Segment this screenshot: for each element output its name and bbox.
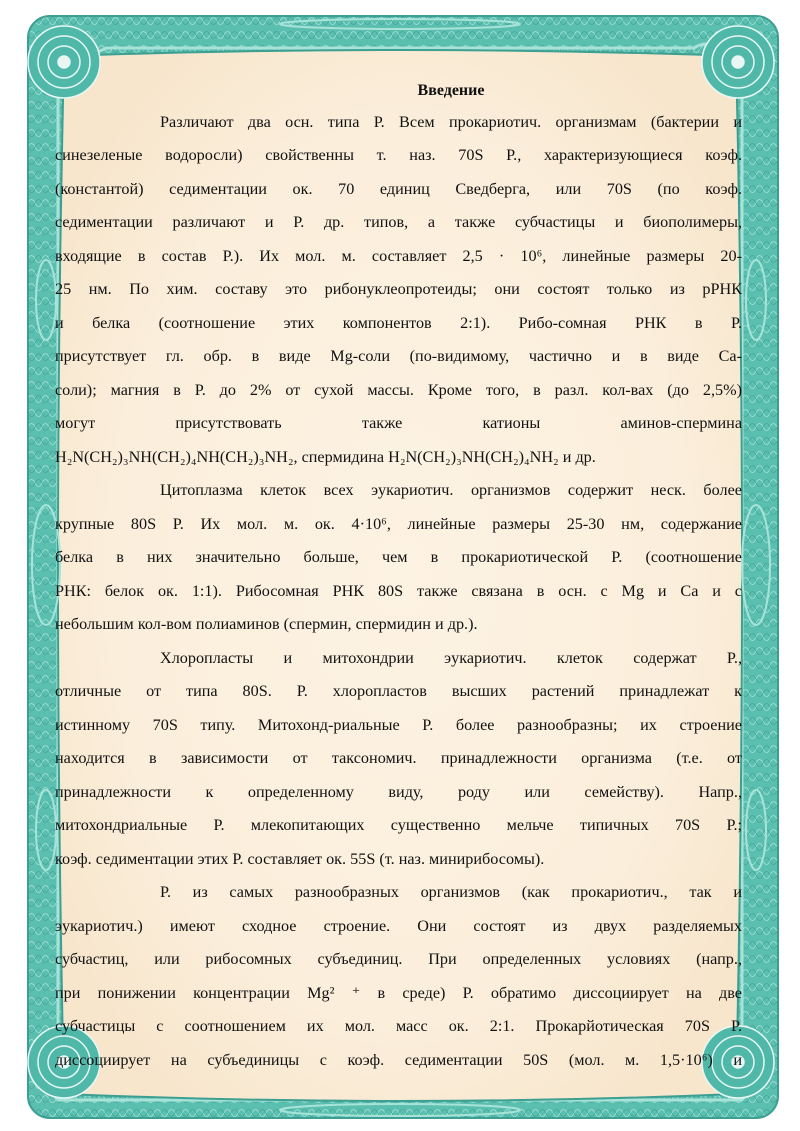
text-line: Хлоропласты и митохондрии эукариотич. клеток содержат Р., [160, 648, 742, 667]
text-line: седиментации различают и Р. др. типов, а также субчастицы и биополимеры, [55, 213, 742, 231]
text-line: субчастицы с соотношением их мол. масс ок. 2:1. Прокарйотическая 70S Р. [55, 1017, 742, 1035]
text-line: находится в зависимости от таксономич. принадлежности организма (т.е. от [55, 749, 742, 767]
corner-rosette-top-left [28, 26, 100, 98]
text-line: Р. из самых разнообразных организмов (как прокариотич., так и [160, 883, 742, 901]
text-line: диссоциирует на субъединицы с коэф. седиментации 50S (мол. м. 1,5·10⁶) и [55, 1050, 742, 1069]
paragraph-2 [55, 474, 742, 642]
text-line: РНК: белок ок. 1:1). Рибосомная РНК 80S также связана в осн. с Mg и Са и с [55, 581, 742, 600]
text-line: Цитоплазма клеток всех эукариотич. организмов содержит неск. более [160, 481, 742, 499]
text-line: митохондриальные Р. млекопитающих существенно мельче типичных 70S Р.; [55, 816, 742, 834]
document-body [55, 74, 742, 1077]
paragraph-1 [55, 106, 742, 475]
text-line: присутствует гл. обр. в виде Mg-соли (по-видимому, частично и в виде Са- [55, 347, 742, 365]
text-line: при понижении концентрации Mg² ⁺ в среде) Р. обратимо диссоциирует на две [55, 983, 742, 1002]
text-line: входящие в состав Р.). Их мол. м. составляет 2,5 · 10⁶, линейные размеры 20- [55, 246, 742, 265]
text-line: отличные от типа 80S. Р. хлоропластов высших растений принадлежат к [55, 682, 742, 700]
text-line: и белка (соотношение этих компонентов 2:1). Рибо-сомная РНК в Р. [55, 313, 742, 332]
paragraph-4 [55, 876, 742, 1077]
paragraph-3 [55, 642, 742, 877]
text-line: H₂N(CH₂)₃NH(CH₂)₄NH(CH₂)₃NH₂, спермидина H₂N(CH₂)₃NH(CH₂)₄NH₂ и др. [55, 447, 596, 466]
text-line: 25 нм. По хим. составу это рибонуклеопротеиды; они состоят только из рРНК [55, 280, 742, 298]
text-line: (константой) седиментации ок. 70 единиц Сведберга, или 70S (по коэф. [55, 179, 742, 198]
text-line: крупные 80S Р. Их мол. м. ок. 4·10⁶, линейные размеры 25-30 нм, содержание [55, 514, 742, 533]
text-line: субчастиц, или рибосомных субъединиц. При определенных условиях (напр., [55, 950, 742, 968]
text-line: коэф. седиментации этих Р. составляет ок. 55S (т. наз. минирибосомы). [55, 849, 545, 868]
document-title: Введение [417, 82, 485, 99]
text-line: небольшим кол-вом полиаминов (спермин, спермидин и др.). [55, 615, 478, 633]
text-line: могут присутствовать также катионы аминов-спермина [55, 414, 742, 432]
text-line: эукариотич.) имеют сходное строение. Они состоят из двух разделяемых [55, 916, 742, 935]
text-line: синезеленые водоросли) свойственны т. наз. 70S Р., характеризующиеся коэф. [55, 146, 742, 164]
text-line: принадлежности к определенному виду, роду или семейству). Напр., [55, 782, 742, 801]
text-line: соли); магния в Р. до 2% от сухой массы. Кроме того, в разл. кол-вах (до 2,5%) [55, 380, 742, 399]
text-line: Различают два осн. типа Р. Всем прокариотич. организмам (бактерии и [160, 112, 742, 131]
text-line: истинному 70S типу. Митохонд-риальные Р. более разнообразны; их строение [55, 715, 742, 734]
text-line: белка в них значительно больше, чем в прокариотической Р. (соотношение [55, 548, 742, 566]
